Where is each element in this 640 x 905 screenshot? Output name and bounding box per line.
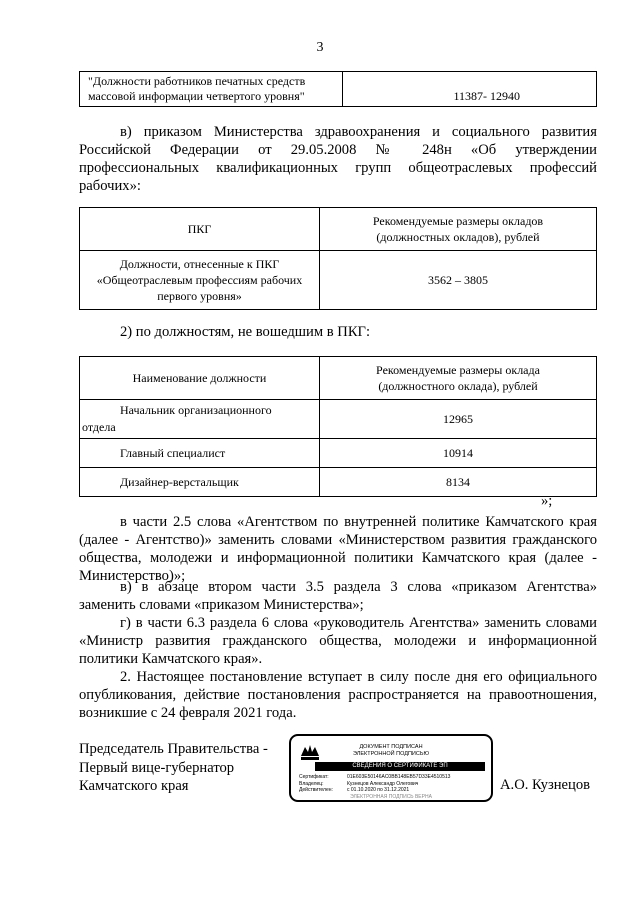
table-positions-value-cell [320, 439, 597, 468]
para-v-w6: социального [451, 124, 530, 140]
position-value: 12965 [443, 411, 473, 426]
table-top-right-cell [343, 72, 597, 107]
signature-title [79, 740, 268, 796]
stamp-heading-line1: ДОКУМЕНТ ПОДПИСАН [359, 744, 423, 750]
table-top-left-cell [80, 72, 343, 107]
para-v-w3: Министерства [213, 124, 303, 140]
page-number: 3 [316, 40, 324, 55]
stamp-footer: ЭЛЕКТРОННАЯ ПОДПИСЬ ВЕРНА [350, 794, 432, 800]
table-pkg-header-right-text: Рекомендуемые размеры окладов (должностных окладов), рублей [372, 214, 544, 244]
table-pkg-row-right [320, 251, 597, 310]
p1-line3: общества, молодежи и информационной политики Камчатского края (далее - [79, 550, 597, 566]
position-value: 10914 [443, 445, 473, 460]
table-pkg [79, 207, 597, 310]
p4-line3: возникшие с 24 февраля 2021 года. [79, 705, 297, 721]
table-pkg-row-left-text: Должности, отнесенные к ПКГ «Общеотраслевым профессиям рабочих первого уровня» [96, 257, 303, 303]
table-positions-name-cell [80, 400, 320, 439]
table-pkg-header-left-text: ПКГ [187, 221, 212, 236]
p1-line4: Министерство)»; [79, 568, 186, 584]
stamp-heading-line2: ЭЛЕКТРОННОЙ ПОДПИСЬЮ [352, 751, 430, 757]
table-row [80, 400, 597, 439]
p2-line2: заменить словами «приказом Министерства»; [79, 597, 364, 613]
p4-line1: 2. Настоящее постановление вступает в силу после дня его официального [120, 669, 597, 685]
table-positions-name-cell [80, 468, 320, 497]
signature-title-line3: Камчатского края [79, 778, 189, 794]
p3-line2: «Министр развития гражданского общества, молодежи и информационной [79, 633, 597, 649]
table-row [80, 439, 597, 468]
para-v-w7: развития [541, 124, 597, 140]
table-positions-header-right [320, 357, 597, 400]
stamp-cert-key: Сертификат: [299, 774, 329, 780]
table-top-left-text: "Должности работников печатных средств массовой информации четвертого уровня" [88, 74, 306, 103]
table-positions-name-cell [80, 439, 320, 468]
p3-line3: политики Камчатского края». [79, 651, 263, 667]
position-name-line1: Главный специалист [120, 445, 226, 460]
table-pkg-row-left [80, 251, 320, 310]
table-positions [79, 356, 597, 497]
para-v-line4: рабочих»: [79, 178, 141, 194]
position-value: 8134 [446, 474, 470, 489]
para-v-w4: здравоохранения [314, 124, 421, 140]
stamp-details [299, 774, 485, 794]
para-v-w2: приказом [143, 124, 202, 140]
p2-line1: в) в абзаце втором части 3.5 раздела 3 слова «приказом Агентства» [120, 579, 597, 595]
stamp-valid-value: с 01.10.2020 по 31.12.2021 [347, 787, 410, 793]
e-signature-stamp [289, 734, 493, 802]
p4-line2: опубликования, действие постановления распространяется на правоотношения, [79, 687, 597, 703]
position-name-line2: отдела [82, 420, 116, 434]
stamp-heading [291, 744, 491, 758]
table-positions-header-right-text: Рекомендуемые размеры оклада (должностного оклада), рублей [376, 363, 540, 393]
para-2: 2) по должностям, не вошедшим в ПКГ: [120, 324, 371, 340]
para-v-line3: профессиональных квалификационных групп общеотраслевых профессий [79, 160, 597, 176]
signature-name: А.О. Кузнецов [500, 777, 591, 793]
p3-line1: г) в части 6.3 раздела 6 слова «руководитель Агентства» заменить словами [120, 615, 597, 631]
signature-title-line1: Председатель Правительства - [79, 741, 268, 757]
stamp-owner-key: Владелец: [299, 780, 324, 787]
table-pkg-row-right-text: 3562 – 3805 [428, 272, 488, 287]
stamp-cert-value: 01E603E50146AC0BB148EB57D33E4510513 [347, 774, 451, 780]
table-row [80, 468, 597, 497]
p1-line1: в части 2.5 слова «Агентством по внутренней политике Камчатского края [120, 514, 597, 530]
table-pkg-header-left [80, 208, 320, 251]
table-positions-header-left-text: Наименование должности [132, 370, 267, 385]
position-name-line1: Начальник организационного [120, 403, 272, 417]
para-v-w1: в) [120, 124, 132, 140]
signature-title-line2: Первый вице-губернатор [79, 759, 235, 776]
para-v-line2: Российской Федерации от 29.05.2008 № 248н «Об утверждении [79, 142, 597, 158]
stamp-cert-bar: СВЕДЕНИЯ О СЕРТИФИКАТЕ ЭП [315, 762, 485, 771]
table-top-right-text: 11387- 12940 [453, 89, 520, 103]
table-positions-header-left [80, 357, 320, 400]
p1-line2: (далее - Агентство)» заменить словами «Министерством развития гражданского [79, 532, 597, 548]
position-name-line1: Дизайнер-верстальщик [120, 474, 239, 489]
stamp-owner-value: Кузнецов Александр Олегович [347, 780, 419, 787]
para-v-w5: и [432, 124, 440, 140]
table-positions-value-cell [320, 468, 597, 497]
table-positions-value-cell [320, 400, 597, 439]
stamp-valid-key: Действителен: [299, 787, 333, 793]
table-top [79, 71, 597, 107]
closing-quote: »; [541, 493, 553, 509]
table-pkg-header-right [320, 208, 597, 251]
para-v-line1 [120, 123, 597, 142]
